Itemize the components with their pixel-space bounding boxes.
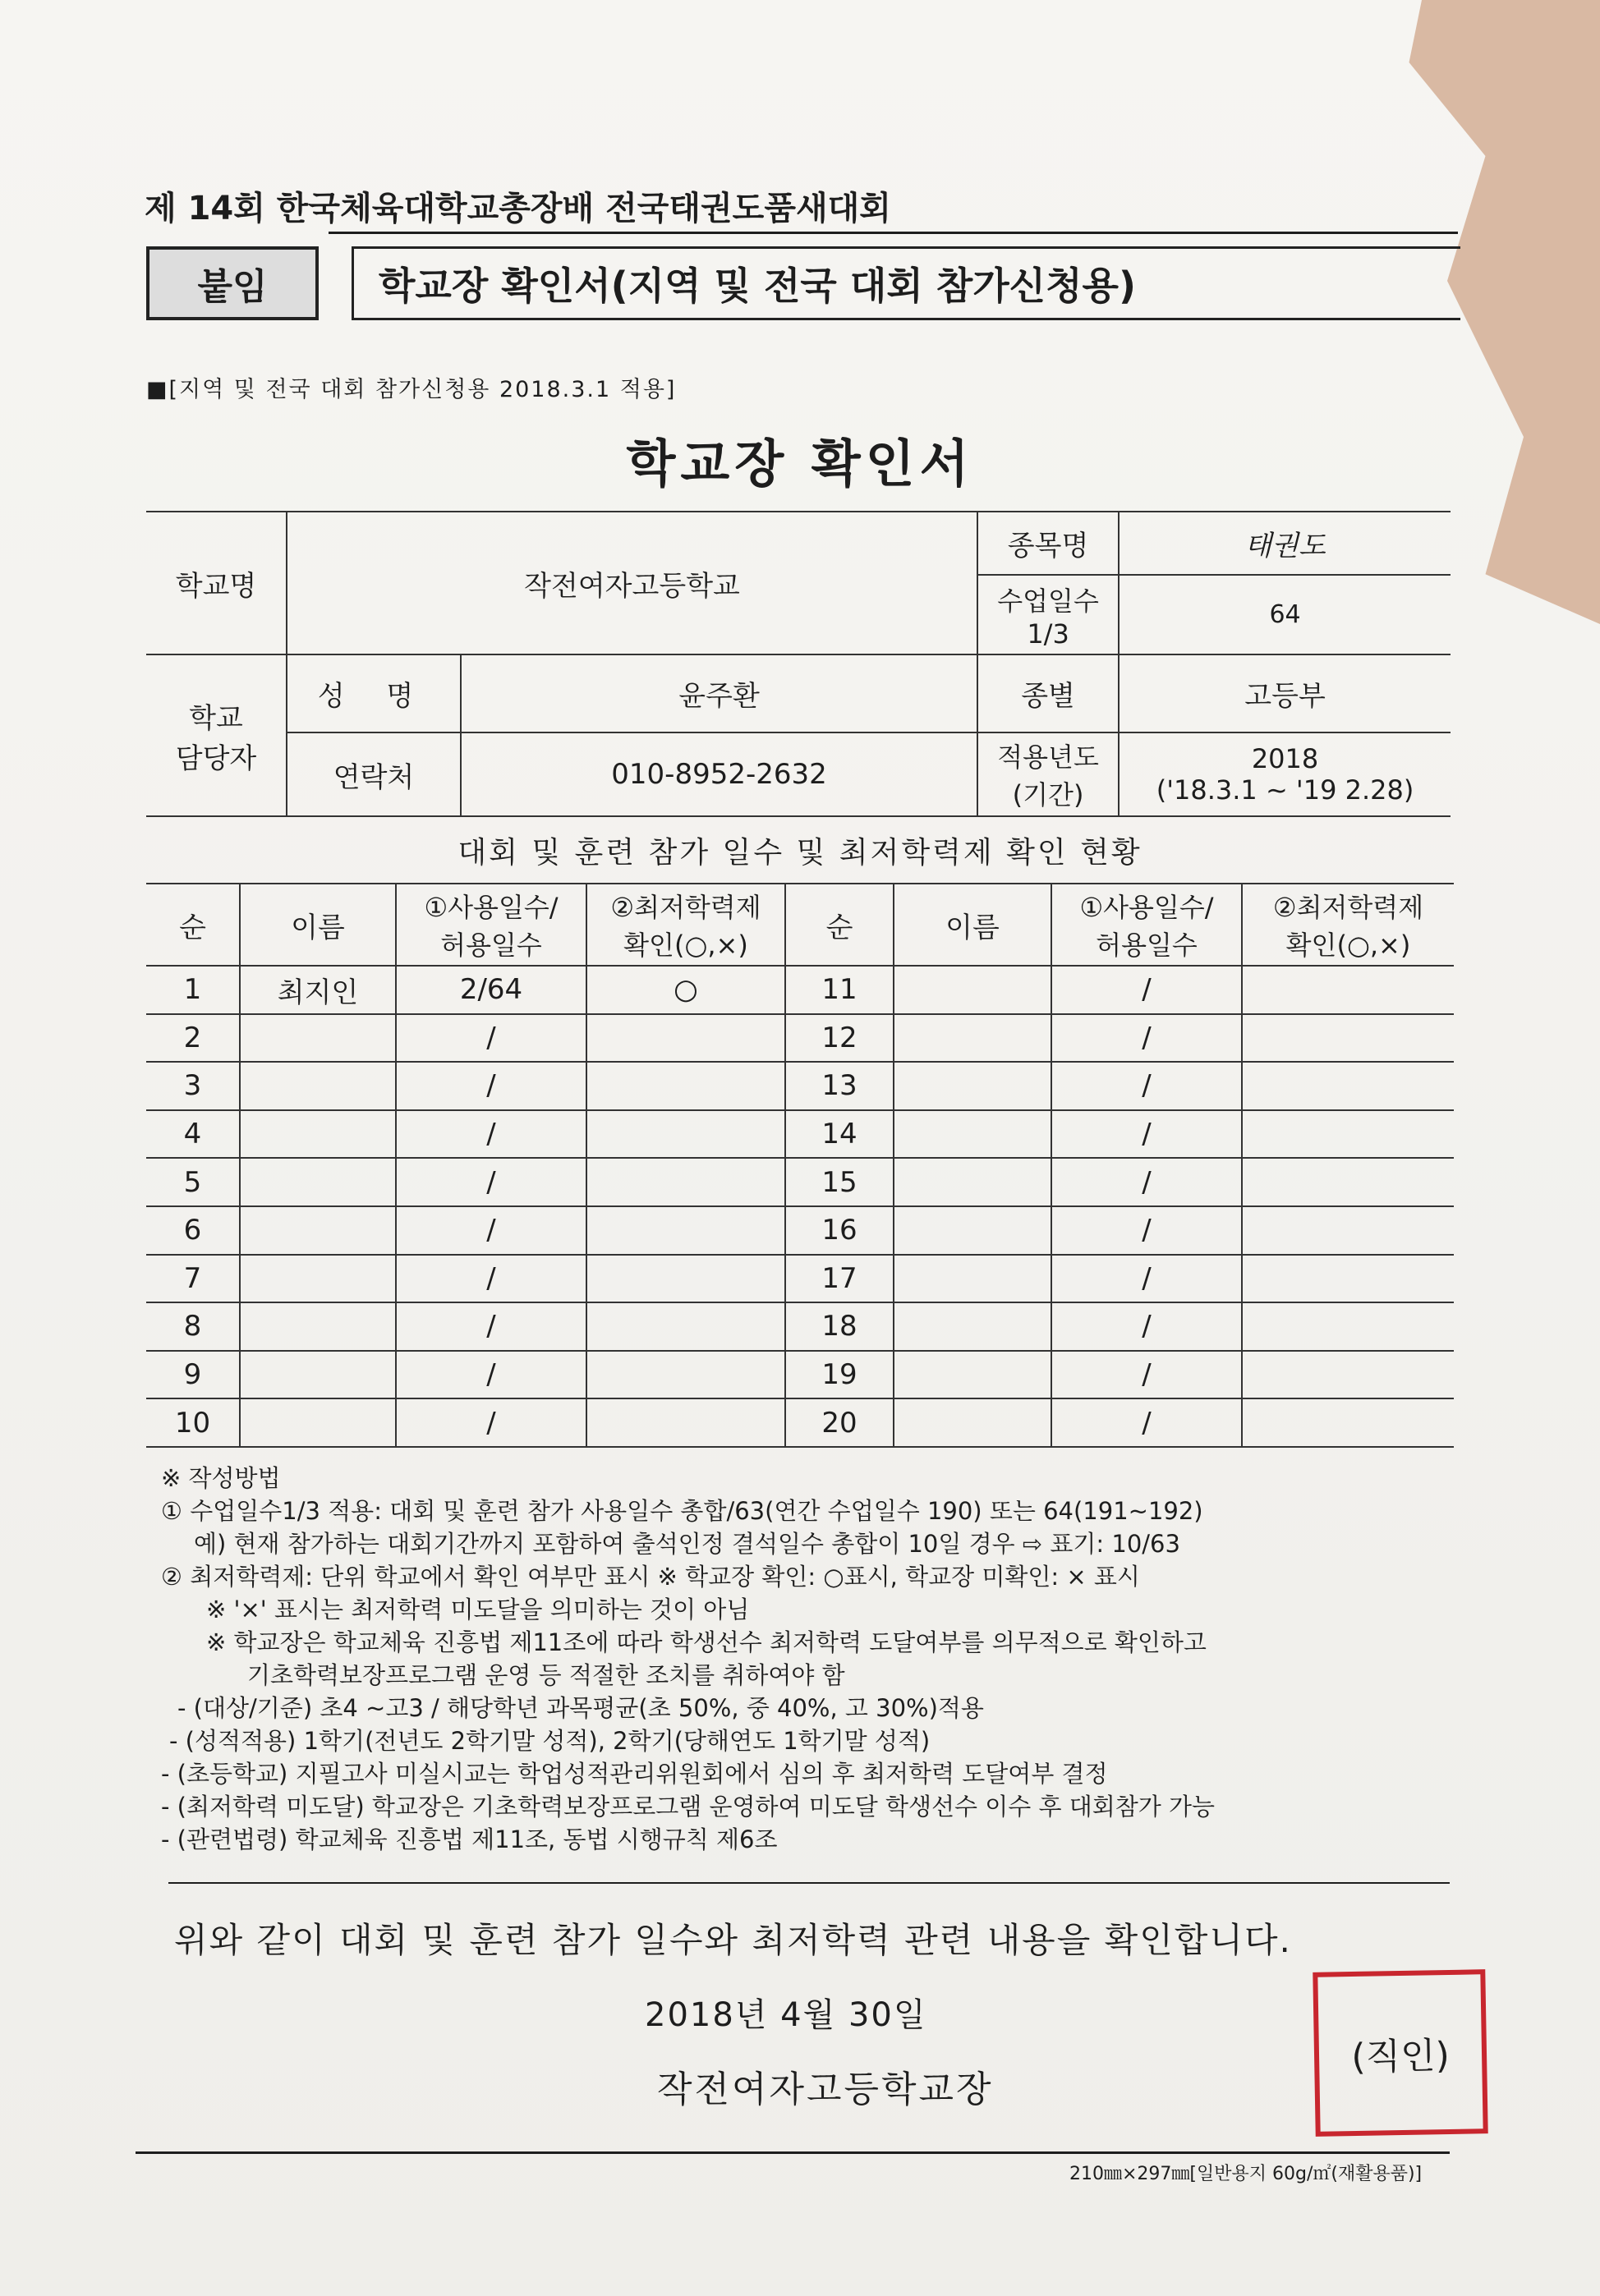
cell-check-left — [586, 1158, 785, 1206]
cell-days-right: / — [1051, 1110, 1242, 1159]
manager-label: 학교 담당자 — [146, 654, 287, 816]
cell-name-right — [894, 1206, 1051, 1255]
cell-no-right: 16 — [785, 1206, 894, 1255]
table-row — [146, 966, 1454, 1014]
signer-text: 작전여자고등학교장 — [657, 2069, 994, 2110]
note-line: ① 수업일수1/3 적용: 대회 및 훈련 참가 사용일수 총합/63(연간 수업일수 190) 또는 64(191~192) — [161, 1497, 1203, 1525]
attachment-title: 학교장 확인서(지역 및 전국 대회 참가신청용) — [352, 246, 1460, 320]
sport-label: 종목명 — [977, 512, 1119, 575]
cell-days-left: / — [396, 1206, 586, 1255]
attachment-label: 붙임 — [146, 246, 319, 320]
table-row — [146, 1255, 1454, 1303]
cell-days-left: / — [396, 1158, 586, 1206]
school-label: 학교명 — [146, 512, 287, 654]
cell-days-left: 2/64 — [396, 966, 586, 1014]
seal-text: (직인) — [1350, 2034, 1451, 2079]
cell-name-left — [240, 1206, 396, 1255]
col-days: ①사용일수/ 허용일수 — [396, 884, 586, 966]
cell-no-left: 6 — [146, 1206, 240, 1255]
table-row — [146, 1206, 1454, 1255]
cell-days-right: / — [1051, 1398, 1242, 1447]
table-row — [146, 1302, 1454, 1351]
cell-no-right: 12 — [785, 1014, 894, 1063]
table-row — [146, 1158, 1454, 1206]
cell-no-left: 4 — [146, 1110, 240, 1159]
cell-name-left — [240, 1110, 396, 1159]
cell-name-left — [240, 1014, 396, 1063]
cell-no-left: 2 — [146, 1014, 240, 1063]
cell-check-left — [586, 1351, 785, 1399]
cell-no-left: 9 — [146, 1351, 240, 1399]
cell-days-left: / — [396, 1351, 586, 1399]
table-row — [146, 1351, 1454, 1399]
note-line: ※ 작성방법 — [161, 1464, 281, 1492]
cell-check-left — [586, 1206, 785, 1255]
col-check-right: ②최저학력제 확인(○,×) — [1242, 884, 1454, 966]
cell-no-right: 18 — [785, 1302, 894, 1351]
col-days-right: ①사용일수/ 허용일수 — [1051, 884, 1242, 966]
notes-block — [161, 1462, 1475, 1856]
col-check: ②최저학력제 확인(○,×) — [586, 884, 785, 966]
year-label: 적용년도 (기간) — [977, 732, 1119, 816]
date-text: 2018년 4월 30일 — [645, 1996, 927, 2034]
cell-check-right — [1242, 1351, 1454, 1399]
footer-rule — [136, 2151, 1450, 2154]
cell-no-right: 19 — [785, 1351, 894, 1399]
col-no-right: 순 — [785, 884, 894, 966]
year-value: 2018 ('18.3.1 ~ '19 2.28) — [1119, 732, 1451, 816]
cell-days-left: / — [396, 1014, 586, 1063]
cell-days-left: / — [396, 1110, 586, 1159]
days-value: 64 — [1119, 575, 1451, 654]
cell-check-right — [1242, 966, 1454, 1014]
cell-days-right: / — [1051, 1302, 1242, 1351]
applies-note: ■[지역 및 전국 대회 참가신청용 2018.3.1 적용] — [146, 377, 677, 402]
status-title: 대회 및 훈련 참가 일수 및 최저학력제 확인 현황 — [457, 836, 1143, 870]
event-title: 제 14회 한국체육대학교총장배 전국태권도품새대회 — [145, 190, 891, 227]
cell-name-left — [240, 1351, 396, 1399]
cell-no-left: 8 — [146, 1302, 240, 1351]
main-title: 학교장 확인서 — [626, 434, 974, 494]
table-row — [146, 1110, 1454, 1159]
note-line: - (관련법령) 학교체육 진흥법 제11조, 동법 시행규칙 제6조 — [161, 1825, 778, 1853]
cell-check-left: ○ — [586, 966, 785, 1014]
cell-days-right: / — [1051, 966, 1242, 1014]
cell-no-right: 14 — [785, 1110, 894, 1159]
cell-name-left: 최지인 — [240, 966, 396, 1014]
col-name: 이름 — [240, 884, 396, 966]
cell-days-left: / — [396, 1398, 586, 1447]
sport-value: 태권도 — [1119, 512, 1451, 575]
cell-name-right — [894, 1398, 1051, 1447]
cell-no-right: 13 — [785, 1062, 894, 1110]
note-line: 기초학력보장프로그램 운영 등 적절한 조치를 취하여야 함 — [247, 1661, 845, 1689]
cell-days-right: / — [1051, 1158, 1242, 1206]
name-value: 윤주환 — [461, 654, 977, 732]
cell-name-right — [894, 1351, 1051, 1399]
contact-label: 연락처 — [287, 732, 461, 816]
name-label: 성 명 — [287, 654, 461, 732]
cell-days-left: / — [396, 1062, 586, 1110]
cell-check-right — [1242, 1398, 1454, 1447]
note-line: ② 최저학력제: 단위 학교에서 확인 여부만 표시 ※ 학교장 확인: ○표시, 학교장 미확인: × 표시 — [161, 1563, 1140, 1591]
contact-value: 010-8952-2632 — [461, 732, 977, 816]
cell-days-right: / — [1051, 1062, 1242, 1110]
cell-days-right: / — [1051, 1014, 1242, 1063]
cell-check-left — [586, 1398, 785, 1447]
days-label: 수업일수 1/3 — [977, 575, 1119, 654]
participation-table — [146, 883, 1454, 1448]
cell-check-right — [1242, 1302, 1454, 1351]
cell-days-left: / — [396, 1255, 586, 1303]
paper-spec: 210㎜×297㎜[일반용지 60g/㎡(재활용품)] — [1069, 2164, 1423, 2184]
category-value: 고등부 — [1119, 654, 1451, 732]
col-name-right: 이름 — [894, 884, 1051, 966]
cell-name-left — [240, 1302, 396, 1351]
cell-days-right: / — [1051, 1351, 1242, 1399]
cell-check-right — [1242, 1255, 1454, 1303]
table-row — [146, 1062, 1454, 1110]
table-row — [146, 1014, 1454, 1063]
cell-check-left — [586, 1014, 785, 1063]
cell-no-left: 5 — [146, 1158, 240, 1206]
note-line: - (초등학교) 지필고사 미실시교는 학업성적관리위원회에서 심의 후 최저학력 도달여부 결정 — [161, 1760, 1108, 1788]
cell-check-left — [586, 1110, 785, 1159]
cell-no-left: 10 — [146, 1398, 240, 1447]
cell-name-left — [240, 1398, 396, 1447]
cell-name-left — [240, 1062, 396, 1110]
cell-no-right: 11 — [785, 966, 894, 1014]
cell-days-left: / — [396, 1302, 586, 1351]
school-value: 작전여자고등학교 — [287, 512, 977, 654]
col-no: 순 — [146, 884, 240, 966]
cell-name-left — [240, 1158, 396, 1206]
cell-days-right: / — [1051, 1255, 1242, 1303]
cell-check-left — [586, 1255, 785, 1303]
header-rule — [329, 232, 1458, 234]
cell-check-right — [1242, 1206, 1454, 1255]
notes-rule — [168, 1882, 1450, 1884]
cell-check-left — [586, 1302, 785, 1351]
cell-name-right — [894, 1158, 1051, 1206]
cell-name-right — [894, 1302, 1051, 1351]
cell-no-right: 15 — [785, 1158, 894, 1206]
cell-name-right — [894, 1062, 1051, 1110]
note-line: ※ '×' 표시는 최저학력 미도달을 의미하는 것이 아님 — [206, 1596, 750, 1623]
info-table — [146, 511, 1451, 817]
note-line: 예) 현재 참가하는 대회기간까지 포함하여 출석인정 결석일수 총합이 10일 경우 ⇨ 표기: 10/63 — [194, 1530, 1180, 1558]
cell-name-left — [240, 1255, 396, 1303]
category-label: 종별 — [977, 654, 1119, 732]
cell-check-left — [586, 1062, 785, 1110]
cell-name-right — [894, 1014, 1051, 1063]
table-row — [146, 1398, 1454, 1447]
cell-check-right — [1242, 1014, 1454, 1063]
cell-check-right — [1242, 1158, 1454, 1206]
cell-name-right — [894, 1255, 1051, 1303]
cell-check-right — [1242, 1062, 1454, 1110]
cell-no-left: 1 — [146, 966, 240, 1014]
cell-no-left: 3 — [146, 1062, 240, 1110]
note-line: - (대상/기준) 초4 ~고3 / 해당학년 과목평균(초 50%, 중 40%, 고 30%)적용 — [177, 1694, 984, 1722]
cell-name-right — [894, 1110, 1051, 1159]
cell-no-right: 17 — [785, 1255, 894, 1303]
cell-name-right — [894, 966, 1051, 1014]
note-line: ※ 학교장은 학교체육 진흥법 제11조에 따라 학생선수 최저학력 도달여부를 의무적으로 확인하고 — [206, 1628, 1207, 1656]
cell-no-left: 7 — [146, 1255, 240, 1303]
cell-no-right: 20 — [785, 1398, 894, 1447]
confirm-text: 위와 같이 대회 및 훈련 참가 일수와 최저학력 관련 내용을 확인합니다. — [174, 1920, 1292, 1960]
cell-check-right — [1242, 1110, 1454, 1159]
cell-days-right: / — [1051, 1206, 1242, 1255]
note-line: - (최저학력 미도달) 학교장은 기초학력보장프로그램 운영하여 미도달 학생선수 이수 후 대회참가 가능 — [161, 1793, 1216, 1821]
note-line: - (성적적용) 1학기(전년도 2학기말 성적), 2학기(당해연도 1학기말 성적) — [169, 1727, 931, 1755]
official-seal — [1313, 1969, 1487, 2137]
